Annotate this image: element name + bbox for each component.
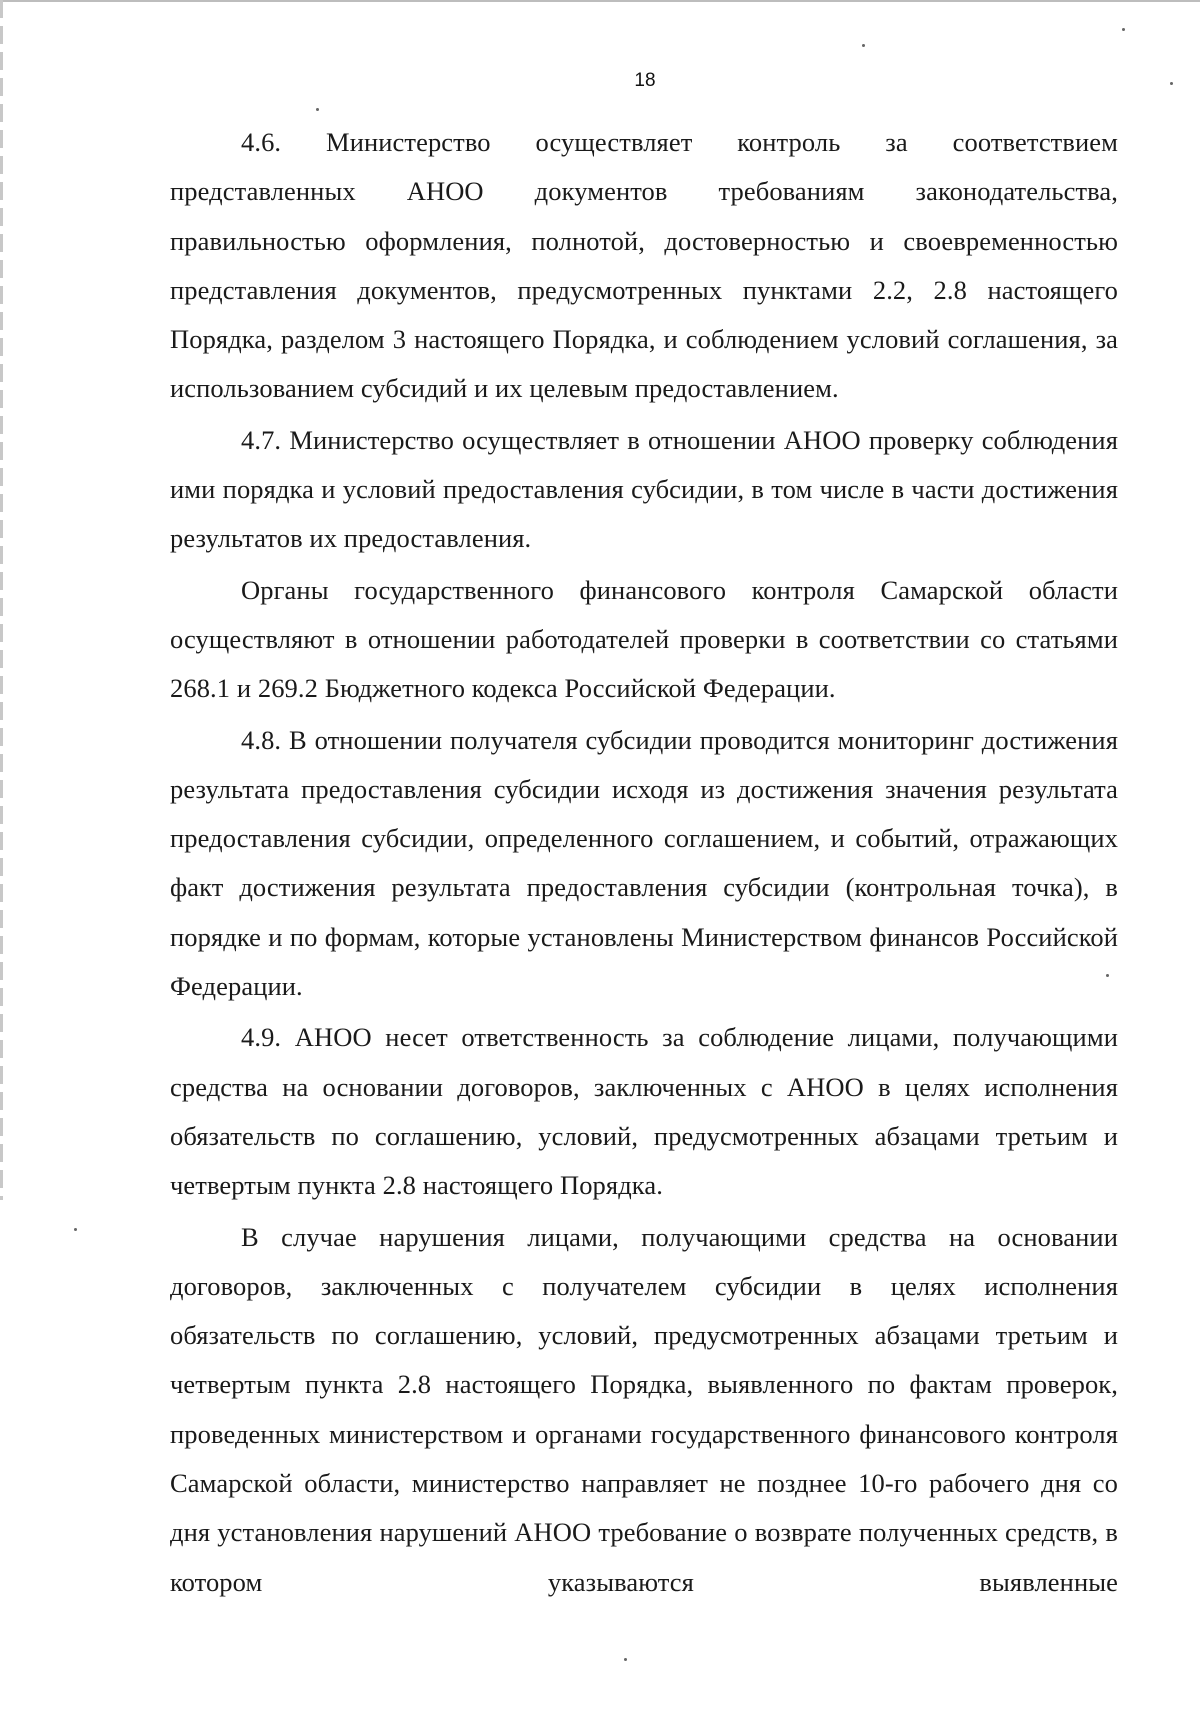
document-body: [170, 118, 1118, 1609]
paragraph-control-bodies: Органы государственного финансового контроля Самарской области осуществляют в отношении работодателей проверки в соответствии со статьями 268.1 и 269.2 Бюджетного кодекса Российской Федерации.: [170, 574, 1118, 704]
scan-left-edge: [0, 0, 3, 1200]
paragraph-4-8: 4.8. В отношении получателя субсидии проводится мониторинг достижения результата предоставления субсидии исходя из достижения значения результата предоставления субсидии, определенного соглашением, и событий, отражающих факт достижения результата предоставления субсидии (контрольная точка), в порядке и по формам, которые установлены Министерством финансов Российской Федерации.: [170, 724, 1118, 1002]
page-number: 18: [634, 70, 656, 91]
scan-speck: [1122, 28, 1125, 31]
paragraph-4-7: 4.7. Министерство осуществляет в отношении АНОО проверку соблюдения ими порядка и условий предоставления субсидии, в том числе в части достижения результатов их предоставления.: [170, 424, 1118, 554]
paragraph-violation-case: В случае нарушения лицами, получающими средства на основании договоров, заключенных с получателем субсидии в целях исполнения обязательств по соглашению, условий, предусмотренных абзацами третьим и четвертым пункта 2.8 настоящего Порядка, выявленного по фактам проверок, проведенных министерством и органами государственного финансового контроля Самарской области, министерство направляет не позднее 10-го рабочего дня со дня установления нарушений АНОО требование о возврате полученных средств, в котором указываются выявленные: [170, 1221, 1118, 1597]
scan-speck: [1170, 82, 1173, 85]
paragraph-4-9: 4.9. АНОО несет ответственность за соблюдение лицами, получающими средства на основании договоров, заключенных с АНОО в целях исполнения обязательств по соглашению, условий, предусмотренных абзацами третьим и четвертым пункта 2.8 настоящего Порядка.: [170, 1022, 1118, 1201]
scan-speck: [624, 1658, 627, 1661]
scan-speck: [1106, 974, 1109, 977]
scan-speck: [862, 44, 865, 47]
paragraph-4-6: 4.6. Министерство осуществляет контроль за соответствием представленных АНОО документов требованиям законодательства, правильностью оформления, полнотой, достоверностью и своевременностью представления документов, предусмотренных пунктами 2.2, 2.8 настоящего Порядка, разделом 3 настоящего Порядка, и соблюдением условий соглашения, за использованием субсидий и их целевым предоставлением.: [170, 127, 1118, 404]
scan-top-border: [0, 0, 1200, 2]
scan-speck: [316, 108, 319, 111]
scan-speck: [74, 1228, 77, 1231]
